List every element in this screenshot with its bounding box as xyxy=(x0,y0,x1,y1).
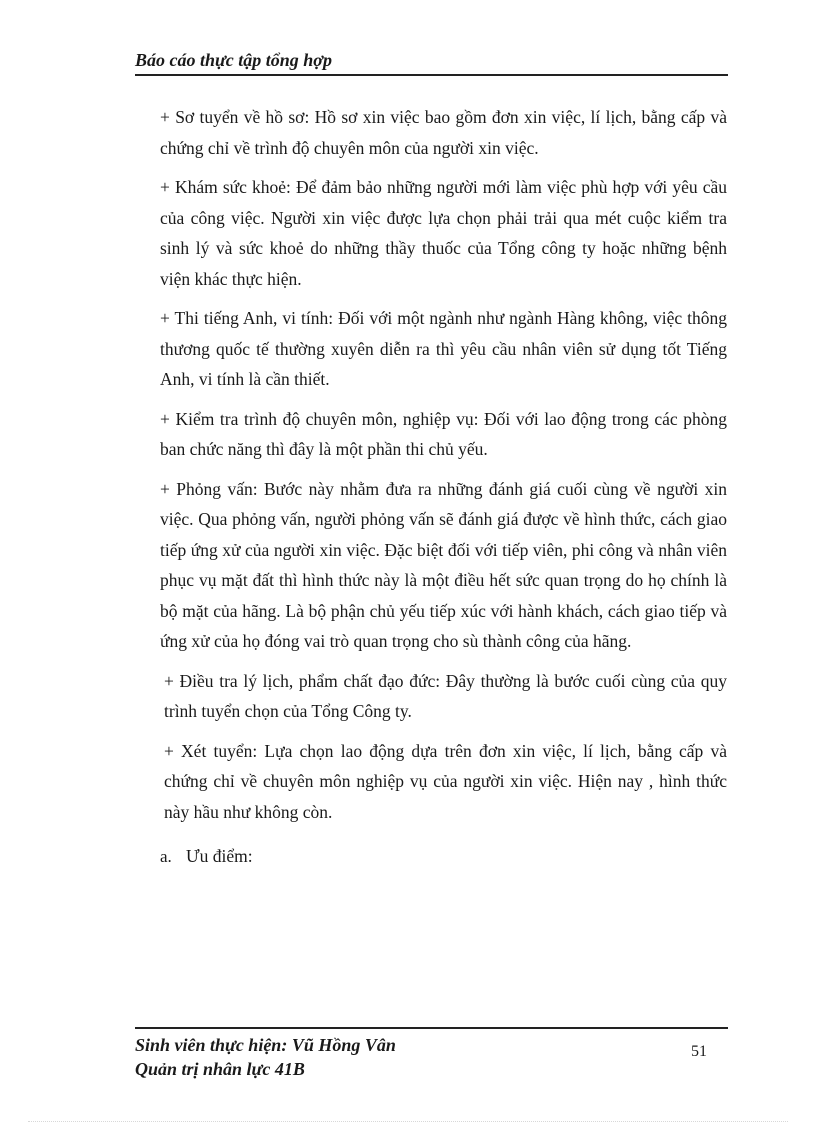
main-content xyxy=(160,102,727,872)
footer-class: Quản trị nhân lực 41B xyxy=(135,1059,305,1079)
paragraph-health-check: + Khám sức khoẻ: Để đảm bảo những người mới làm việc phù hợp với yêu cầu của công việc. Người xin việc được lựa chọn phải trải qua mét cuộc kiểm tra sinh lý và sức khoẻ do những thầy thuốc của Tổng công ty hoặc những bệnh viện khác thực hiện. xyxy=(160,177,727,289)
footer-student-name: Sinh viên thực hiện: Vũ Hồng Vân xyxy=(135,1035,396,1055)
report-title: Báo cáo thực tập tổng hợp xyxy=(135,50,332,70)
page-bottom-edge xyxy=(28,1121,788,1122)
paragraph-professional-test: + Kiểm tra trình độ chuyên môn, nghiệp vụ: Đối với lao động trong các phòng ban chức năng thì đây là một phần thi chủ yếu. xyxy=(160,408,727,459)
advantages-heading: Ưu điểm: xyxy=(186,846,253,866)
page-footer xyxy=(135,1027,728,1079)
page-number: 51 xyxy=(691,1043,707,1060)
list-marker: a. xyxy=(160,847,172,866)
paragraph-english-it-test: + Thi tiếng Anh, vi tính: Đối với một ngành như ngành Hàng không, việc thông thương quốc tế thường xuyên diễn ra thì yêu cầu nhân viên sử dụng tốt Tiếng Anh, vi tính là cần thiết. xyxy=(160,308,727,389)
paragraph-interview: + Phỏng vấn: Bước này nhằm đưa ra những đánh giá cuối cùng về người xin việc. Qua phỏng vấn, người phỏng vấn sẽ đánh giá được về hình thức, cách giao tiếp ứng xử của người xin việc. Đặc biệt đối với tiếp viên, phi công và nhân viên phục vụ mặt đất thì hình thức này là một điều hết sức quan trọng do họ chính là bộ mặt của hãng. Là bộ phận chủ yếu tiếp xúc với hành khách, cách giao tiếp và ứng xử của họ đóng vai trò quan trọng cho sù thành công của hãng. xyxy=(160,478,727,651)
paragraph-background-check: + Điều tra lý lịch, phẩm chất đạo đức: Đây thường là bước cuối cùng của quy trình tuyển chọn của Tổng Công ty. xyxy=(164,670,727,721)
paragraph-document-screening: + Sơ tuyển về hồ sơ: Hồ sơ xin việc bao gồm đơn xin việc, lí lịch, bằng cấp và chứng chỉ về trình độ chuyên môn của người xin việc. xyxy=(160,107,727,158)
paragraph-selection: + Xét tuyển: Lựa chọn lao động dựa trên đơn xin việc, lí lịch, bằng cấp và chứng chỉ về chuyên môn nghiệp vụ của người xin việc. Hiện nay , hình thức này hầu như không còn. xyxy=(164,740,727,822)
list-item-advantages xyxy=(160,836,727,872)
page-header xyxy=(135,48,728,76)
